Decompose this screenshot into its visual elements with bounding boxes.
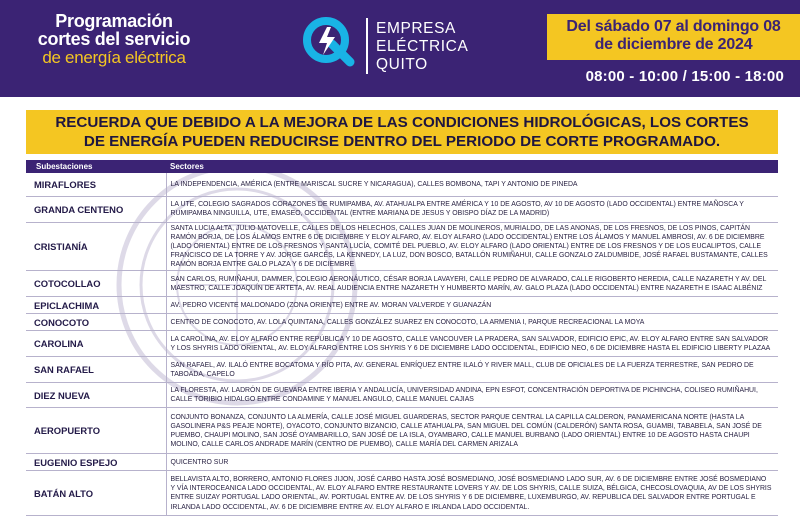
sector-list: LA UTE, COLEGIO SAGRADOS CORAZONES DE RUMIPAMBA, AV. ATAHUALPA ENTRE AMÉRICA Y 10 DE AGOSTO, AV 10 DE AGOSTO (LADO OCCIDENTAL) ENTRE MAÑOSCA Y RUMIPAMBA NINGUILLA, UTE, EMASEO, OCCIDENTAL (ENTRE MARIANA DE JESUS Y OBISPO DÍAZ DE LA MADRID) (166, 196, 778, 222)
sector-list: QUICENTRO SUR (166, 454, 778, 471)
sector-list: LA CAROLINA, AV. ELOY ALFARO ENTRE REPÚBLICA Y 10 DE AGOSTO, CALLE VANCOUVER LA PRADERA, SAN SALVADOR, EDIFICIO EPIC, AV. ELOY ALFARO ENTRE SAN SALVADOR Y LOS SHYRIS LADO ORIENTAL, AV. ELOY ALFARO ENTRE LOS SHYRIS Y 6 DE DICIEMBRE LADO OCCIDENTAL, EDIFICIO NEO, 6 DE DICIEMBRE HASTA EL EDIFICIO LIBERTY PLAZAA (166, 331, 778, 357)
table-row (26, 331, 778, 357)
column-header-substations: Subestaciones (26, 160, 166, 173)
table-row (26, 297, 778, 314)
substation-name: AEROPUERTO (26, 408, 166, 454)
substation-name: DIEZ NUEVA (26, 383, 166, 408)
column-header-sectors: Sectores (166, 160, 778, 173)
notice-line-2: DE ENERGÍA PUEDEN REDUCIRSE DENTRO DEL PERIODO DE CORTE PROGRAMADO. (83, 133, 721, 150)
date-range-box (547, 14, 800, 60)
table-row (26, 173, 778, 196)
sector-list: BELLAVISTA ALTO, BORRERO, ANTONIO FLORES JIJON, JOSÉ CARBO HASTA JOSÉ BOSMEDIANO, JOSÉ BOSMEDIANO LADO SUR, AV. 6 DE DICIEMBRE ENTRE JOSÉ BOSMEDIANO Y VÍA INTEROCEANICA LADO OCCIDENTAL, AV. ELOY ALFARO ENTRE RESTAURANTE LOVERS Y AV. DE LOS SHYRIS, CALLE SUIZA, BÉLGICA, CHECOSLOVAQUIA, AV DE LOS SHYRIS ENTRE SUIZAY PORTUGAL LADO ORIENTAL, AV. PORTUGAL ENTRE AV. DE LOS SHYRIS Y 6 DE DICIEMBRE, LUXEMBURGO, AV. REPUBLICA DEL SALVADOR ENTRE PORTUGAL E IRLANDA LADO OCCIDENTAL, AV. 6 DE DICIEMBRE ENTRE AV. ELOY ALFARO E IRLANDA LADO OCCIDENTAL. (166, 471, 778, 516)
title-line-1: Programación (55, 11, 173, 31)
substation-name: MIRAFLORES (26, 173, 166, 196)
company-logo-icon (300, 14, 356, 70)
table-row (26, 454, 778, 471)
sector-list: SAN CARLOS, RUMIÑAHUI, DAMMER, COLEGIO AERONÁUTICO, CÉSAR BORJA LAVAYERI, CALLE PEDRO DE ALVARADO, CALLE RIGOBERTO HEREDIA, CALLE NAZARETH Y AV. DEL MAESTRO, CALLE JOAQUÍN DE ARTETA, AV. REAL AUDIENCIA ENTRE NAZARETH Y HUMBERTO MARÍN, AV. GALO PLAZA (LADO OCCIDENTAL) ENTRE NAZARETH E ISAAC ALBÉNIZ (166, 271, 778, 297)
notice-banner (26, 110, 778, 154)
sector-list: AV. PEDRO VICENTE MALDONADO (ZONA ORIENTE) ENTRE AV. MORAN VALVERDE Y GUANAZÁN (166, 297, 778, 314)
substation-name: GRANDA CENTENO (26, 196, 166, 222)
table-row (26, 271, 778, 297)
substation-name: CONOCOTO (26, 314, 166, 331)
date-line-2: de diciembre de 2024 (594, 35, 753, 53)
company-line-1: EMPRESA (376, 20, 456, 37)
table-row (26, 314, 778, 331)
sector-list: SANTA LUCIA ALTA, JULIO MATOVELLE, CALLES DE LOS HELECHOS, CALLES JUAN DE MOLINEROS, MURIALDO, DE LAS ANONAS, DE LOS FRESNOS, DE LOS PINOS, CAPITÁN RAMÓN BORJA, DE LOS ÁLAMOS ENTRE 6 DE DICIEMBRE Y ELOY ALFARO, AV. ELOY ALFARO (LADO OCCIDENTAL) ENTRE LOS ÁLAMOS Y MANUEL AMBROSI, AV. 6 DE DICIEMBRE (LADO ORIENTAL) ENTRE DE LOS FRESNOS Y SANTA LUCÍA, COMITÉ DEL PUEBLO, AV. ELOY ALFARO (LADO ORIENTAL) ENTRE DE LOS FRESNOS Y DE LOS EUCALIPTOS, CALLE FRANCISCO DE LA TORRE Y AV. JORGE GARCÉS, LA KENNEDY, LA LUZ, DON BOSCO, BATALLÓN RUMIÑAHUI, CALLE GONZALO ZALDUMBIDE, JOSÉ RAFAEL BUSTAMANTE, CALLES RAMÓN BORJA ENTRE GALO PLAZA Y 6 DE DICIEMBRE (166, 222, 778, 271)
substation-name: CAROLINA (26, 331, 166, 357)
title-line-3: de energía eléctrica (42, 47, 186, 67)
substation-name: BATÁN ALTO (26, 471, 166, 516)
table-row (26, 196, 778, 222)
company-line-3: QUITO (376, 55, 428, 73)
company-name (376, 20, 468, 73)
sector-list: SAN RAFAEL, AV. ILALÓ ENTRE BOCATOMA Y RÍO PITA, AV. GENERAL ENRÍQUEZ ENTRE ILALÓ Y RIVER MALL, CLUB DE OFICIALES DE LA FUERZA TERRESTRE, SAN PEDRO DE TABOADA, CAPELO (166, 357, 778, 383)
sector-list: CONJUNTO BONANZA, CONJUNTO LA ALMERÍA, CALLE JOSÉ MIGUEL GUARDERAS, SECTOR PARQUE CENTRAL LA CAPILLA CALDERON, PANAMERICANA NORTE (HASTA LA GASOLINERA P&S PEAJE NORTE), OYACOTO, CONJUNTO BIZANCIO, CALLE ATAHUALPA, SAN MIGUEL DEL COMÚN (CALDERÓN) SANTA ROSA, GUAMBI, TABABELA, SAN JOSÉ DE PUEMBO, CHAUPI MOLINO, SAN JOSÉ OYAMBARILLO, SAN JOSÉ DE LA ISLA, OYAMBARO, CALLE MANUEL BURBANO (LADO ORIENTAL) ENTRE 10 DE AGOSTO HASTA CHAUPI MOLINO, CALLE CARLOS ANDRADE MARÍN (CENTRO DE PUEMBO), CALLE MARÍA DEL CARMEN ARIZALA (166, 408, 778, 454)
substation-name: SAN RAFAEL (26, 357, 166, 383)
header-banner (0, 0, 800, 97)
sector-list: CENTRO DE CONOCOTO, AV. LOLA QUINTANA, CALLES GONZÁLEZ SUAREZ EN CONOCOTO, LA ARMENIA I, PARQUE RECREACIONAL LA MOYA (166, 314, 778, 331)
table-row (26, 383, 778, 408)
title-line-2: cortes del servicio (37, 29, 191, 50)
substation-name: CRISTIANÍA (26, 222, 166, 271)
table-row (26, 408, 778, 454)
substation-name: EPICLACHIMA (26, 297, 166, 314)
table-row (26, 222, 778, 271)
page-title (34, 12, 194, 66)
date-line-1: Del sábado 07 al domingo 08 (566, 18, 781, 35)
substation-name: COTOCOLLAO (26, 271, 166, 297)
company-line-2: ELÉCTRICA (376, 37, 469, 55)
table-row (26, 357, 778, 383)
outage-hours: 08:00 - 10:00 / 15:00 - 18:00 (585, 68, 784, 85)
sector-list: LA FLORESTA, AV. LADRÓN DE GUEVARA ENTRE IBERIA Y ANDALUCÍA, UNIVERSIDAD ANDINA, EPN ESFOT, CONCENTRACIÓN DEPORTIVA DE PICHINCHA, COLISEO RUMIÑAHUI, CALLE TORIBIO HIDALGO ENTRE CONDAMINE Y MANUEL ANGULO, CALLE MANUEL CAJIAS (166, 383, 778, 408)
logo-divider (366, 18, 368, 74)
sector-list: LA INDEPENDENCIA, AMÉRICA (ENTRE MARISCAL SUCRE Y NICARAGUA), CALLES BOMBONA, TAPI Y ANTONIO DE PINEDA (166, 173, 778, 196)
table-row (26, 471, 778, 516)
schedule-table (26, 160, 778, 516)
table-header-row (26, 160, 778, 173)
substation-name: EUGENIO ESPEJO (26, 454, 166, 471)
notice-line-1: RECUERDA QUE DEBIDO A LA MEJORA DE LAS CONDICIONES HIDROLÓGICAS, LOS CORTES (55, 114, 749, 131)
